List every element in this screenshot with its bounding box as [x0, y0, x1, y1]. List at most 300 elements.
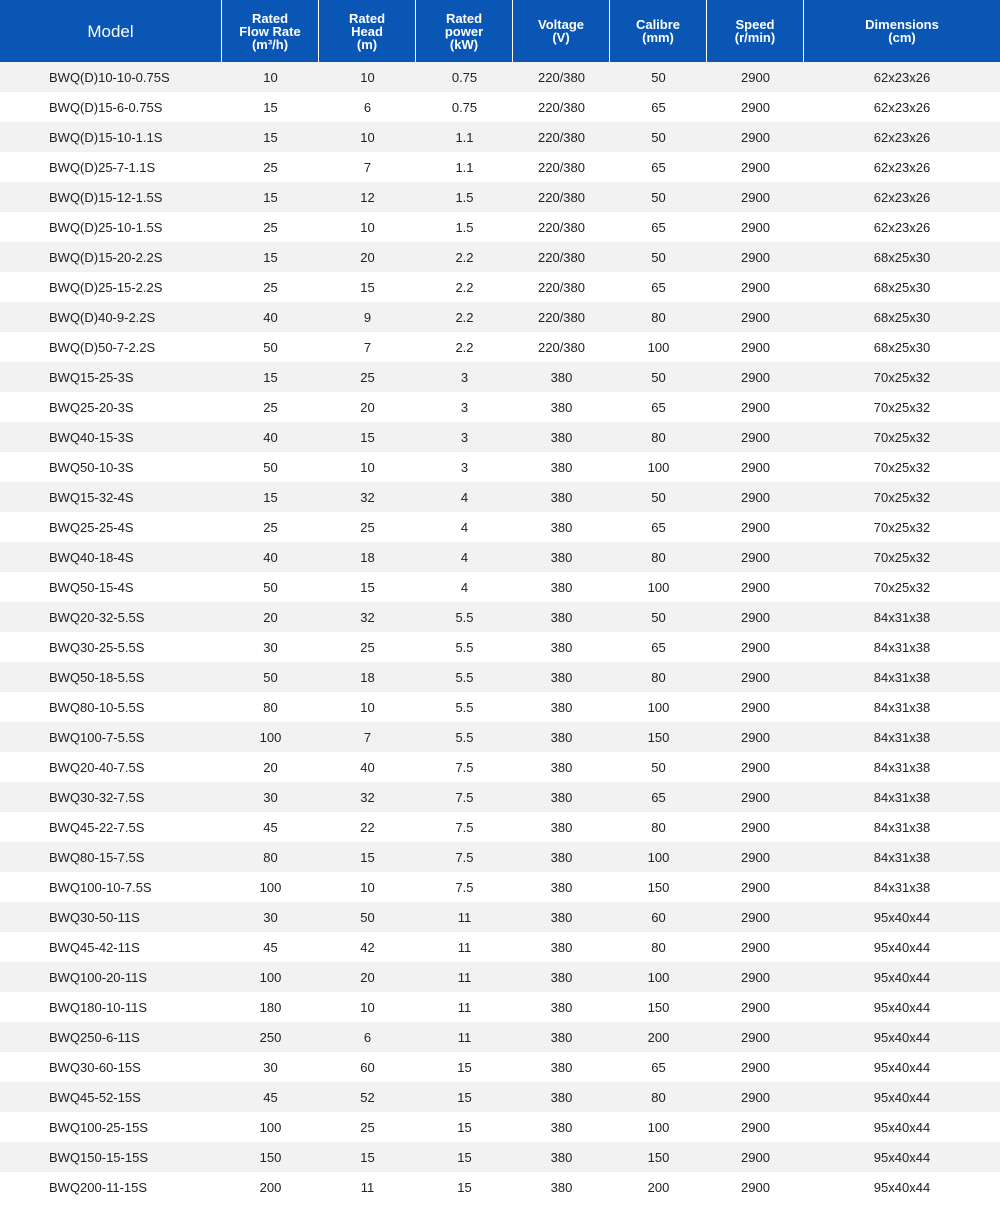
header-power-line-1: Rated — [445, 10, 483, 26]
cell-head: 25 — [319, 632, 416, 662]
cell-dimensions: 84x31x38 — [804, 662, 1000, 692]
cell-flow-rate: 25 — [222, 272, 319, 302]
header-power-line-3: (kW) — [449, 36, 479, 52]
cell-speed: 2900 — [707, 932, 804, 962]
cell-model: BWQ180-10-11S — [0, 992, 222, 1022]
table-row — [0, 722, 1000, 752]
table-row — [0, 422, 1000, 452]
cell-flow-rate: 45 — [222, 932, 319, 962]
cell-power: 3 — [416, 362, 513, 392]
cell-power: 7.5 — [416, 842, 513, 872]
cell-calibre: 65 — [610, 272, 707, 302]
cell-speed: 2900 — [707, 812, 804, 842]
cell-voltage: 380 — [513, 482, 610, 512]
table-row — [0, 152, 1000, 182]
table-row — [0, 632, 1000, 662]
cell-speed: 2900 — [707, 242, 804, 272]
cell-dimensions: 95x40x44 — [804, 1052, 1000, 1082]
cell-calibre: 80 — [610, 302, 707, 332]
header-speed-line-1: Speed — [735, 17, 775, 32]
cell-calibre: 65 — [610, 1052, 707, 1082]
cell-head: 15 — [319, 1142, 416, 1172]
cell-power: 2.2 — [416, 272, 513, 302]
cell-dimensions: 70x25x32 — [804, 422, 1000, 452]
cell-power: 7.5 — [416, 752, 513, 782]
cell-calibre: 65 — [610, 212, 707, 242]
cell-dimensions: 95x40x44 — [804, 1022, 1000, 1052]
cell-calibre: 50 — [610, 62, 707, 92]
cell-voltage: 380 — [513, 842, 610, 872]
cell-flow-rate: 30 — [222, 632, 319, 662]
cell-voltage: 380 — [513, 902, 610, 932]
cell-calibre: 65 — [610, 152, 707, 182]
cell-model: BWQ100-25-15S — [0, 1112, 222, 1142]
table-row — [0, 452, 1000, 482]
cell-model: BWQ40-18-4S — [0, 542, 222, 572]
cell-flow-rate: 50 — [222, 332, 319, 362]
cell-flow-rate: 25 — [222, 212, 319, 242]
cell-speed: 2900 — [707, 1112, 804, 1142]
table-row — [0, 842, 1000, 872]
cell-flow-rate: 30 — [222, 902, 319, 932]
cell-dimensions: 68x25x30 — [804, 332, 1000, 362]
cell-voltage: 380 — [513, 632, 610, 662]
cell-voltage: 380 — [513, 392, 610, 422]
cell-head: 10 — [319, 452, 416, 482]
cell-dimensions: 62x23x26 — [804, 122, 1000, 152]
cell-speed: 2900 — [707, 152, 804, 182]
cell-model: BWQ(D)25-7-1.1S — [0, 152, 222, 182]
table-header — [0, 0, 1000, 62]
cell-power: 11 — [416, 1022, 513, 1052]
cell-power: 11 — [416, 992, 513, 1022]
cell-calibre: 80 — [610, 422, 707, 452]
cell-flow-rate: 80 — [222, 692, 319, 722]
cell-voltage: 380 — [513, 422, 610, 452]
cell-head: 20 — [319, 242, 416, 272]
cell-speed: 2900 — [707, 872, 804, 902]
cell-calibre: 100 — [610, 842, 707, 872]
cell-flow-rate: 40 — [222, 302, 319, 332]
cell-speed: 2900 — [707, 572, 804, 602]
cell-flow-rate: 45 — [222, 812, 319, 842]
cell-voltage: 380 — [513, 782, 610, 812]
cell-power: 4 — [416, 512, 513, 542]
table-row — [0, 752, 1000, 782]
cell-model: BWQ(D)40-9-2.2S — [0, 302, 222, 332]
cell-calibre: 65 — [610, 92, 707, 122]
cell-voltage: 220/380 — [513, 152, 610, 182]
cell-voltage: 380 — [513, 932, 610, 962]
cell-flow-rate: 100 — [222, 1112, 319, 1142]
cell-speed: 2900 — [707, 362, 804, 392]
cell-flow-rate: 15 — [222, 182, 319, 212]
cell-voltage: 380 — [513, 962, 610, 992]
cell-speed: 2900 — [707, 902, 804, 932]
cell-calibre: 50 — [610, 602, 707, 632]
cell-voltage: 380 — [513, 812, 610, 842]
cell-dimensions: 62x23x26 — [804, 92, 1000, 122]
header-power — [416, 0, 513, 62]
cell-model: BWQ45-42-11S — [0, 932, 222, 962]
cell-calibre: 80 — [610, 932, 707, 962]
cell-speed: 2900 — [707, 842, 804, 872]
header-calibre-line-1: Calibre — [635, 17, 681, 32]
table-row — [0, 272, 1000, 302]
cell-model: BWQ45-52-15S — [0, 1082, 222, 1112]
header-voltage — [513, 0, 610, 62]
cell-power: 2.2 — [416, 302, 513, 332]
header-head — [319, 0, 416, 62]
cell-voltage: 380 — [513, 362, 610, 392]
cell-calibre: 200 — [610, 1022, 707, 1052]
cell-voltage: 380 — [513, 872, 610, 902]
cell-voltage: 220/380 — [513, 92, 610, 122]
header-model: Model — [0, 0, 222, 62]
cell-voltage: 380 — [513, 692, 610, 722]
cell-head: 60 — [319, 1052, 416, 1082]
cell-power: 1.1 — [416, 152, 513, 182]
cell-calibre: 100 — [610, 452, 707, 482]
table-row — [0, 1052, 1000, 1082]
cell-flow-rate: 15 — [222, 362, 319, 392]
table-row — [0, 872, 1000, 902]
cell-dimensions: 95x40x44 — [804, 1142, 1000, 1172]
cell-head: 25 — [319, 512, 416, 542]
cell-model: BWQ45-22-7.5S — [0, 812, 222, 842]
cell-speed: 2900 — [707, 272, 804, 302]
header-flow-rate — [222, 0, 319, 62]
cell-model: BWQ(D)10-10-0.75S — [0, 62, 222, 92]
cell-model: BWQ100-10-7.5S — [0, 872, 222, 902]
cell-voltage: 380 — [513, 1022, 610, 1052]
cell-head: 15 — [319, 842, 416, 872]
cell-dimensions: 70x25x32 — [804, 362, 1000, 392]
cell-speed: 2900 — [707, 212, 804, 242]
cell-speed: 2900 — [707, 422, 804, 452]
table-row — [0, 482, 1000, 512]
cell-dimensions: 84x31x38 — [804, 602, 1000, 632]
header-dimensions-line-2: (cm) — [888, 30, 916, 45]
cell-calibre: 80 — [610, 1082, 707, 1112]
table-row — [0, 812, 1000, 842]
cell-flow-rate: 10 — [222, 62, 319, 92]
header-head-line-2: Head — [351, 23, 383, 39]
cell-power: 1.5 — [416, 212, 513, 242]
cell-flow-rate: 15 — [222, 92, 319, 122]
cell-calibre: 80 — [610, 812, 707, 842]
cell-voltage: 380 — [513, 662, 610, 692]
cell-dimensions: 84x31x38 — [804, 632, 1000, 662]
cell-head: 10 — [319, 872, 416, 902]
cell-calibre: 50 — [610, 122, 707, 152]
cell-power: 15 — [416, 1052, 513, 1082]
cell-speed: 2900 — [707, 302, 804, 332]
cell-model: BWQ40-15-3S — [0, 422, 222, 452]
cell-voltage: 380 — [513, 512, 610, 542]
cell-model: BWQ30-60-15S — [0, 1052, 222, 1082]
cell-power: 5.5 — [416, 722, 513, 752]
cell-speed: 2900 — [707, 482, 804, 512]
table-row — [0, 242, 1000, 272]
cell-speed: 2900 — [707, 692, 804, 722]
cell-calibre: 65 — [610, 632, 707, 662]
cell-model: BWQ30-32-7.5S — [0, 782, 222, 812]
cell-flow-rate: 100 — [222, 722, 319, 752]
cell-dimensions: 95x40x44 — [804, 992, 1000, 1022]
table-row — [0, 1142, 1000, 1172]
cell-calibre: 50 — [610, 182, 707, 212]
cell-dimensions: 62x23x26 — [804, 212, 1000, 242]
cell-speed: 2900 — [707, 752, 804, 782]
cell-flow-rate: 25 — [222, 512, 319, 542]
cell-speed: 2900 — [707, 782, 804, 812]
cell-model: BWQ80-10-5.5S — [0, 692, 222, 722]
table-row — [0, 782, 1000, 812]
cell-head: 18 — [319, 662, 416, 692]
cell-head: 12 — [319, 182, 416, 212]
cell-power: 15 — [416, 1082, 513, 1112]
cell-head: 9 — [319, 302, 416, 332]
cell-flow-rate: 45 — [222, 1082, 319, 1112]
cell-model: BWQ15-25-3S — [0, 362, 222, 392]
cell-power: 1.5 — [416, 182, 513, 212]
cell-head: 10 — [319, 62, 416, 92]
cell-voltage: 220/380 — [513, 332, 610, 362]
cell-power: 0.75 — [416, 92, 513, 122]
cell-power: 3 — [416, 422, 513, 452]
cell-model: BWQ25-20-3S — [0, 392, 222, 422]
table-row — [0, 1172, 1000, 1202]
cell-calibre: 50 — [610, 752, 707, 782]
header-speed-line-2: (r/min) — [734, 30, 776, 45]
cell-model: BWQ(D)15-12-1.5S — [0, 182, 222, 212]
cell-power: 4 — [416, 542, 513, 572]
cell-power: 3 — [416, 392, 513, 422]
cell-calibre: 100 — [610, 332, 707, 362]
cell-dimensions: 84x31x38 — [804, 782, 1000, 812]
cell-head: 32 — [319, 482, 416, 512]
cell-voltage: 380 — [513, 542, 610, 572]
table-row — [0, 302, 1000, 332]
cell-head: 32 — [319, 602, 416, 632]
cell-dimensions: 84x31x38 — [804, 872, 1000, 902]
header-speed — [707, 0, 804, 62]
cell-model: BWQ100-20-11S — [0, 962, 222, 992]
cell-speed: 2900 — [707, 92, 804, 122]
cell-model: BWQ100-7-5.5S — [0, 722, 222, 752]
cell-dimensions: 70x25x32 — [804, 452, 1000, 482]
cell-power: 15 — [416, 1112, 513, 1142]
cell-speed: 2900 — [707, 722, 804, 752]
cell-flow-rate: 25 — [222, 152, 319, 182]
cell-flow-rate: 150 — [222, 1142, 319, 1172]
cell-model: BWQ(D)15-10-1.1S — [0, 122, 222, 152]
cell-head: 6 — [319, 92, 416, 122]
cell-speed: 2900 — [707, 392, 804, 422]
cell-voltage: 380 — [513, 1112, 610, 1142]
cell-head: 10 — [319, 692, 416, 722]
cell-flow-rate: 250 — [222, 1022, 319, 1052]
cell-head: 10 — [319, 212, 416, 242]
table-row — [0, 1082, 1000, 1112]
cell-dimensions: 95x40x44 — [804, 932, 1000, 962]
table-body — [0, 62, 1000, 1202]
cell-flow-rate: 200 — [222, 1172, 319, 1202]
table-row — [0, 962, 1000, 992]
cell-flow-rate: 40 — [222, 542, 319, 572]
cell-speed: 2900 — [707, 542, 804, 572]
table-row — [0, 902, 1000, 932]
cell-calibre: 200 — [610, 1172, 707, 1202]
cell-dimensions: 70x25x32 — [804, 482, 1000, 512]
cell-head: 25 — [319, 1112, 416, 1142]
cell-head: 10 — [319, 992, 416, 1022]
cell-dimensions: 70x25x32 — [804, 542, 1000, 572]
cell-calibre: 100 — [610, 1112, 707, 1142]
cell-voltage: 380 — [513, 1142, 610, 1172]
table-row — [0, 92, 1000, 122]
cell-model: BWQ80-15-7.5S — [0, 842, 222, 872]
header-calibre — [610, 0, 707, 62]
cell-power: 2.2 — [416, 332, 513, 362]
cell-model: BWQ50-10-3S — [0, 452, 222, 482]
cell-calibre: 60 — [610, 902, 707, 932]
cell-speed: 2900 — [707, 602, 804, 632]
cell-dimensions: 62x23x26 — [804, 62, 1000, 92]
cell-head: 7 — [319, 722, 416, 752]
cell-power: 11 — [416, 962, 513, 992]
cell-head: 15 — [319, 272, 416, 302]
cell-model: BWQ20-32-5.5S — [0, 602, 222, 632]
cell-voltage: 380 — [513, 1082, 610, 1112]
cell-speed: 2900 — [707, 962, 804, 992]
cell-flow-rate: 25 — [222, 392, 319, 422]
header-dimensions — [804, 0, 1000, 62]
cell-head: 20 — [319, 962, 416, 992]
table-row — [0, 932, 1000, 962]
cell-dimensions: 70x25x32 — [804, 512, 1000, 542]
cell-dimensions: 84x31x38 — [804, 812, 1000, 842]
cell-flow-rate: 15 — [222, 242, 319, 272]
header-flow-line-2: Flow Rate — [239, 23, 301, 39]
cell-power: 3 — [416, 452, 513, 482]
cell-calibre: 100 — [610, 962, 707, 992]
cell-voltage: 380 — [513, 992, 610, 1022]
cell-power: 2.2 — [416, 242, 513, 272]
header-power-line-2: power — [444, 23, 484, 39]
cell-power: 4 — [416, 572, 513, 602]
table-row — [0, 332, 1000, 362]
cell-model: BWQ(D)15-6-0.75S — [0, 92, 222, 122]
table-row — [0, 212, 1000, 242]
cell-speed: 2900 — [707, 452, 804, 482]
cell-head: 40 — [319, 752, 416, 782]
cell-speed: 2900 — [707, 662, 804, 692]
cell-power: 11 — [416, 932, 513, 962]
cell-flow-rate: 20 — [222, 602, 319, 632]
cell-calibre: 65 — [610, 782, 707, 812]
cell-model: BWQ200-11-15S — [0, 1172, 222, 1202]
cell-speed: 2900 — [707, 182, 804, 212]
cell-dimensions: 95x40x44 — [804, 962, 1000, 992]
cell-head: 11 — [319, 1172, 416, 1202]
cell-model: BWQ50-15-4S — [0, 572, 222, 602]
cell-head: 22 — [319, 812, 416, 842]
cell-flow-rate: 20 — [222, 752, 319, 782]
cell-calibre: 50 — [610, 242, 707, 272]
cell-dimensions: 68x25x30 — [804, 272, 1000, 302]
cell-voltage: 220/380 — [513, 302, 610, 332]
cell-calibre: 150 — [610, 1142, 707, 1172]
cell-dimensions: 95x40x44 — [804, 1082, 1000, 1112]
table-row — [0, 512, 1000, 542]
cell-voltage: 220/380 — [513, 242, 610, 272]
cell-flow-rate: 15 — [222, 482, 319, 512]
cell-calibre: 100 — [610, 572, 707, 602]
cell-model: BWQ25-25-4S — [0, 512, 222, 542]
cell-power: 7.5 — [416, 872, 513, 902]
cell-speed: 2900 — [707, 512, 804, 542]
cell-model: BWQ20-40-7.5S — [0, 752, 222, 782]
table-row — [0, 602, 1000, 632]
cell-power: 0.75 — [416, 62, 513, 92]
header-dimensions-line-1: Dimensions — [865, 17, 939, 32]
cell-model: BWQ15-32-4S — [0, 482, 222, 512]
header-head-line-3: (m) — [356, 36, 378, 52]
cell-head: 6 — [319, 1022, 416, 1052]
cell-voltage: 220/380 — [513, 62, 610, 92]
cell-head: 50 — [319, 902, 416, 932]
cell-model: BWQ30-50-11S — [0, 902, 222, 932]
cell-speed: 2900 — [707, 1082, 804, 1112]
cell-power: 5.5 — [416, 662, 513, 692]
cell-model: BWQ150-15-15S — [0, 1142, 222, 1172]
header-flow-line-1: Rated — [251, 10, 289, 26]
cell-power: 11 — [416, 902, 513, 932]
table-row — [0, 542, 1000, 572]
cell-calibre: 65 — [610, 512, 707, 542]
table-row — [0, 1022, 1000, 1052]
cell-calibre: 80 — [610, 662, 707, 692]
cell-power: 4 — [416, 482, 513, 512]
table-row — [0, 662, 1000, 692]
cell-dimensions: 95x40x44 — [804, 1112, 1000, 1142]
cell-speed: 2900 — [707, 1142, 804, 1172]
cell-flow-rate: 100 — [222, 962, 319, 992]
cell-calibre: 50 — [610, 482, 707, 512]
cell-model: BWQ(D)25-15-2.2S — [0, 272, 222, 302]
cell-speed: 2900 — [707, 992, 804, 1022]
cell-calibre: 150 — [610, 992, 707, 1022]
table-row — [0, 992, 1000, 1022]
cell-power: 7.5 — [416, 782, 513, 812]
cell-model: BWQ(D)25-10-1.5S — [0, 212, 222, 242]
table-row — [0, 692, 1000, 722]
cell-head: 15 — [319, 572, 416, 602]
cell-flow-rate: 50 — [222, 572, 319, 602]
cell-speed: 2900 — [707, 1052, 804, 1082]
table-row — [0, 62, 1000, 92]
cell-speed: 2900 — [707, 1022, 804, 1052]
table-row — [0, 392, 1000, 422]
cell-voltage: 220/380 — [513, 212, 610, 242]
cell-head: 7 — [319, 332, 416, 362]
cell-voltage: 380 — [513, 572, 610, 602]
cell-flow-rate: 30 — [222, 1052, 319, 1082]
table-row — [0, 182, 1000, 212]
cell-calibre: 65 — [610, 392, 707, 422]
